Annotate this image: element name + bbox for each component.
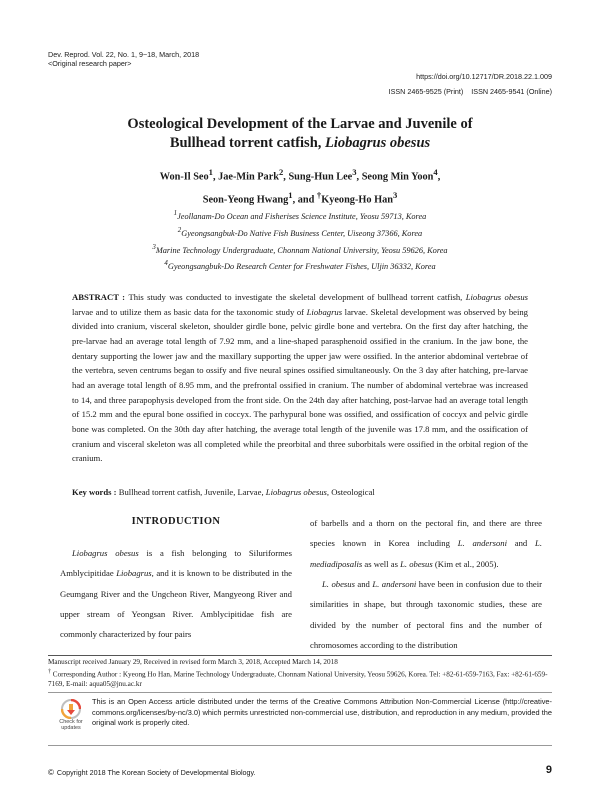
identifiers — [300, 72, 552, 96]
abstract: ABSTRACT : This study was conducted to investigate the skeletal development of bullhead torrent catfish, Liobagrus obesus larvae and to utilize them as basic data for the taxonomic study of Liobagrus larvae. Skeletal development was observed by being divided into cranium, visceral skeleton, shoulder girdle bone, pelvic girdle bone and vertebra. On the first day after hatching, the pre-larvae had an average total length of 7.92 mm, and a line-shaped parasphenoid ossified in the cranium. In the jaw bone, the dentary supporting the lower jaw and the maxillary supporting the upper jaw were ossified. In the anterior abdominal vertebrae of the vertebra, seven centrums began to ossify and five neural spines ossified simultaneously. On the 3 day after hatching, pre-larvae had an average total length of 8.95 mm, and the prefrontal ossified in cranium. The number of abdominal vertebrae was increased to 14, and three parapophysis developed from the front side. On the 24th day after hatching, post-larvae had an average total length of 15.2 mm and the epural bone ossified in coccyx. The parhypural bone was ossified, and ossification of coccyx and pelvic girdle bone was completed. On the 30th day after hatching, the average total length of the juvenile was 17.8 mm, and the ossification of cranium and visceral skeleton was all completed while the preorbital and three suborbitals were ossified in the orbital region of the cranium. — [72, 292, 529, 464]
journal-line: Dev. Reprod. Vol. 22, No. 1, 9~18, March, 2018 — [48, 50, 200, 59]
paper-title — [0, 115, 600, 153]
badge-text: Check for updates — [59, 719, 83, 731]
affiliation-3: $^3$Marine Technology Undergraduate, Chonnam National University, Yeosu 59626, Korea — [152, 243, 448, 255]
issn: ISSN 2465-9525 (Print) ISSN 2465-9541 (Online) — [388, 87, 552, 96]
license-box — [48, 692, 552, 746]
intro-paragraph-1: Liobagrus obesus is a fish belonging to Siluriformes Amblycipitidae Liobagrus, and it is known to be distributed in the Geumgang River and the Ungcheon River, Mangyeong River and upper stream of Yeongsan River. Amblycipitidae fish are commonly characterized by four pairs — [60, 548, 293, 640]
check-for-updates-badge[interactable] — [54, 699, 88, 739]
doi-link[interactable]: https://doi.org/10.12717/DR.2018.22.1.009 — [416, 72, 552, 81]
title-line-1: Osteological Development of the Larvae and Juvenile of — [127, 116, 473, 132]
section-heading-introduction: INTRODUCTION — [131, 516, 221, 527]
affiliations — [0, 207, 600, 274]
author-line-1: Won-Il Seo$^1$, Jae-Min Park$^2$, Sung-Hun Lee$^3$, Seong Min Yoon$^4$, — [159, 167, 441, 183]
author-line-2: Seon-Yeong Hwang$^1$, and †Kyeong-Ho Han$^3$ — [202, 190, 398, 206]
check-for-updates-icon — [61, 699, 81, 719]
copyright: © Copyright 2018 The Korean Society of Developmental Biology. — [48, 768, 256, 777]
journal-citation — [48, 50, 348, 68]
affiliation-2: $^2$Gyeongsangbuk-Do Native Fish Business Center, Uiseong 37366, Korea — [177, 226, 423, 238]
affiliation-4: $^4$Gyeongsangbuk-Do Research Center for Freshwater Fishes, Uljin 36332, Korea — [164, 260, 436, 272]
page-number: 9 — [545, 764, 552, 776]
manuscript-dates: Manuscript received January 29, Received in revised form March 3, 2018, Accepted March 14, 2018 — [48, 658, 338, 666]
intro-paragraph-1-continued: of barbells and a thorn on the pectoral fin, and there are three species known in Korea including L. andersoni and L. mediadiposalis as well as L. obesus (Kim et al., 2005). — [310, 518, 542, 569]
copyright-icon: © — [48, 768, 54, 777]
keywords-label: Key words : — [72, 487, 119, 497]
keywords: Key words : Bullhead torrent catfish, Juvenile, Larvae, Liobagrus obesus, Osteological — [72, 487, 375, 497]
title-line-2: Bullhead torrent catfish, Liobagrus obesus — [169, 135, 431, 151]
paper-type: <Original research paper> — [48, 59, 132, 68]
footnote-divider — [48, 655, 552, 656]
abstract-label: ABSTRACT : — [72, 292, 129, 302]
affiliation-1: $^1$Jeollanam-Do Ocean and Fisherises Science Institute, Yeosu 59713, Korea — [173, 210, 427, 221]
species-name: Liobagrus obesus — [325, 135, 431, 151]
corresponding-author: † Corresponding Author : Kyeong Ho Han, Marine Technology Undergraduate, Chonnam National University, Yeosu 59626, Korea. Tel: +82-61-659-7163, Fax: +82-61-659-7169, E-mail: aqua05@jnu.ac.kr — [48, 669, 548, 688]
intro-paragraph-2: L. obesus and L. andersoni have been in confusion due to their similarities in shape, but through taxonomic studies, these are divided by the number of pectoral fins and the number of chromosomes according to the distribution — [310, 579, 542, 650]
license-text: This is an Open Access article distributed under the terms of the Creative Commons Attribution Non-Commercial License (http://creative-commons.org/licenses/by-nc/3.0) which permits unrestricted non-commercial use, distribution, and reproduction in any medium, provided the original work is properly cited. — [92, 697, 552, 728]
author-list — [0, 163, 600, 210]
